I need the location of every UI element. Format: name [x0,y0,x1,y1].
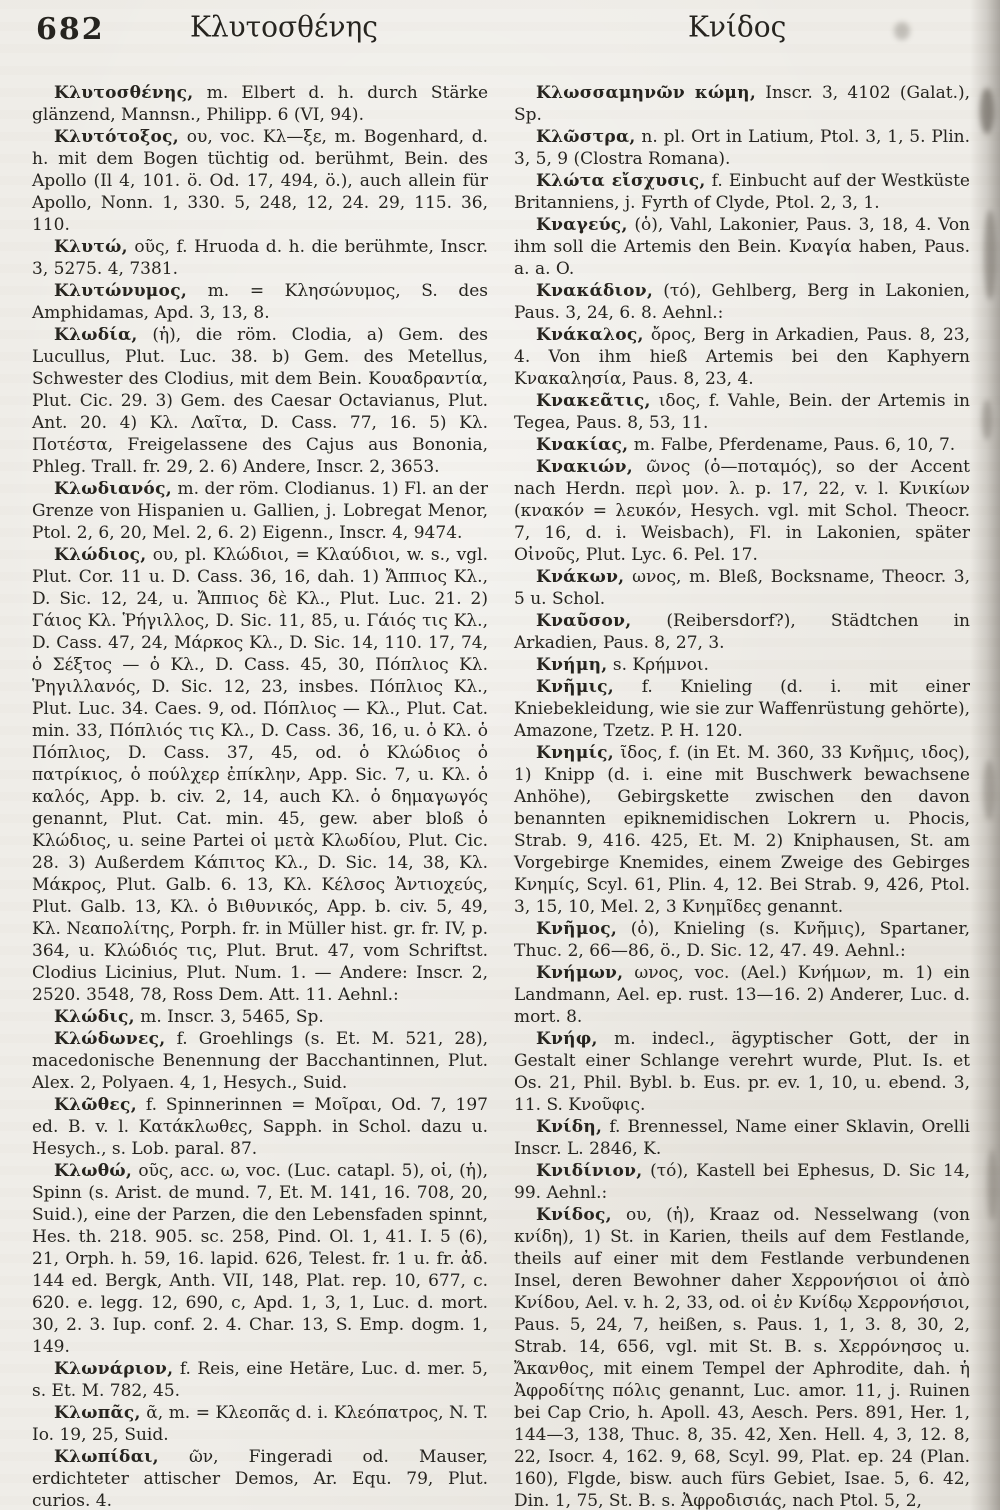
entry-headword: Κλωπᾶς, [54,1403,141,1423]
dictionary-entry [32,478,488,544]
entry-headword: Κναῦσον, [536,611,632,631]
dictionary-entry [514,214,970,280]
entry-headword: Κνιδίνιον, [536,1161,643,1181]
running-head-left: Κλυτοσθένης [190,9,378,44]
entry-body: m. der röm. Clodianus. 1) Fl. an der Grenze von Hispanien u. Gallien, j. Lobregat Menor, Ptol. 2, 6, 20, Mel. 2, 6. 2) Eigenn., Inscr. 4, 9474. [32,479,489,543]
dictionary-entry [32,324,488,478]
dictionary-entry [514,566,970,610]
entry-body: Inscr. 3, 4102 (Galat.), Sp. [514,83,971,125]
entry-headword: Κνίδη, [536,1117,603,1137]
entry-headword: Κνάκαλος, [536,325,644,345]
right-column [514,82,970,1510]
entry-headword: Κλωπίδαι, [54,1447,159,1467]
dictionary-entry [32,82,488,126]
dictionary-entry [514,324,970,390]
dictionary-entry [514,434,970,456]
entry-body: (Reibersdorf?), Städtchen in Arkadien, Paus. 8, 27, 3. [514,611,970,653]
entry-headword: Κλωδιανός, [54,479,172,499]
entry-headword: Κλυτώνυμος, [54,281,188,301]
dictionary-entry [514,1116,970,1160]
entry-body: ωνος, m. Bleß, Bocksname, Theocr. 3, 5 u. Schol. [514,567,971,609]
entry-body: (ὁ), Knieling (s. Κνῆμις), Spartaner, Thuc. 2, 66—86, ö., D. Sic. 12, 47. 49. Aehnl.: [514,919,970,961]
dictionary-entry [32,544,488,1006]
entry-body: οῦς, f. Hruoda d. h. die berühmte, Inscr. 3, 5275. 4, 7381. [32,237,488,279]
dictionary-entry [32,1358,488,1402]
entry-headword: Κνακιών, [536,457,633,477]
entry-body: ῶν, Fingeradi od. Mauser, erdichteter attischer Demos, Ar. Equ. 79, Plut. curios. 4. [32,1447,488,1510]
entry-headword: Κλυτότοξος, [54,127,180,147]
entry-headword: Κλωθώ, [54,1161,133,1181]
left-column [32,82,488,1510]
entry-headword: Κνίδος, [536,1205,612,1225]
entry-headword: Κλώτα εἴσχυσις, [536,171,706,191]
entry-body: (ἡ), die röm. Clodia, a) Gem. des Lucullus, Plut. Luc. 38. b) Gem. des Metellus, Schwester des Clodius, mit dem Bein. Κουαδραντία, Plut. Cic. 29. 3) Gem. des Caesar Octavianus, Plut. Ant. 20. 4) Κλ. Λαῖτα, D. Cass. 77, 16. 5) Κλ. Ποτέστα, Freigelassene des Cajus aus Bononia, Phleg. Trall. fr. 29, 2. 6) Andere, Inscr. 2, 3653. [32,325,488,477]
entry-body: ου, (ἡ), Kraaz od. Nesselwang (von κνίδη), 1) St. in Karien, theils auf dem Festlande, theils auf einer mit dem Festlande verbundenen Insel, deren Bewohner daher Χερρονήσιοι οἱ ἀπὸ Κνίδου, Ael. v. h. 2, 33, od. οἱ ἐν Κνίδῳ Χερρονήσιοι, Paus. 5, 24, 7, heißen, s. Paus. 1, 1, 3. 8, 30, 2, Strab. 14, 656, vgl. mit St. B. s. Χερρόνησος u. Ἄκανθος, mit einem Tempel der Aphrodite, dah. ἡ Ἀφροδίτης πόλις genannt, Luc. amor. 11, j. Ruinen bei Cap Crio, h. Apoll. 43, Aesch. Pers. 891, Her. 1, 144—3, 138, Thuc. 8, 35. 42, Xen. Hell. 4, 3, 12. 8, 22, Isocr. 4, 162. 9, 68, Scyl. 99, Plat. ep. 24 (Plan. 160), Flgde, bisw. auch fürs Gebiet, Isae. 5, 6. 42, Din. 1, 75, St. B. s. Ἀφροδισιάς, nach Ptol. 5, 2, [514,1205,970,1510]
entry-body: (τό), Gehlberg, Berg in Lakonien, Paus. 3, 24, 6. 8. Aehnl.: [514,281,971,323]
entry-headword: Κλῶθες, [54,1095,137,1115]
entry-body: m. Elbert d. h. durch Stärke glänzend, Mannsn., Philipp. 6 (VI, 94). [32,83,489,125]
dictionary-entry [514,82,970,126]
entry-headword: Κλώδωνες, [54,1029,166,1049]
dictionary-entry [32,1028,488,1094]
page-header [0,0,1000,66]
dictionary-entry [514,280,970,324]
entry-headword: Κλυτώ, [54,237,128,257]
dictionary-entry [514,456,970,566]
entry-body: (τό), Kastell bei Ephesus, D. Sic 14, 99. Aehnl.: [514,1161,970,1203]
running-head-right: Κνίδος [688,9,787,44]
dictionary-entry [514,390,970,434]
entry-headword: Κλωδία, [54,325,138,345]
entry-headword: Κνήφ, [536,1029,598,1049]
dictionary-entry [514,676,970,742]
dictionary-entry [32,1160,488,1358]
entry-body: ὄρος, Berg in Arkadien, Paus. 8, 23, 4. Von ihm hieß Artemis bei den Kaphyern Κνακαλησία, Paus. 8, 23, 4. [514,325,971,389]
dictionary-entry [32,1446,488,1510]
entry-body: f. Knieling (d. i. mit einer Kniebekleidung, wie sie zur Waffenrüstung gehörte), Amazone, Tzetz. P. H. 120. [514,677,970,741]
entry-body: ᾶ, m. = Κλεοπᾶς d. i. Κλεόπατρος, N. T. Io. 19, 25, Suid. [32,1403,488,1445]
entry-body: ου, voc. Κλ—ξε, m. Bogenhard, d. h. mit dem Bogen tüchtig od. berühmt, Bein. des Apollo (Il 4, 101. ö. Od. 17, 494, ö.), auch allein für Apollo, Nonn. 1, 330. 5, 248, 12, 24. 29, 115. 36, 110. [32,127,489,235]
entry-headword: Κνακεᾶτις, [536,391,651,411]
entry-headword: Κναγεύς, [536,215,628,235]
dictionary-entry [32,1094,488,1160]
dictionary-entry [32,280,488,324]
entry-headword: Κνῆμος, [536,919,618,939]
entry-body: n. pl. Ort in Latium, Ptol. 3, 1, 5. Plin. 3, 5, 9 (Clostra Romana). [514,127,970,169]
dictionary-entry [514,1028,970,1116]
dictionary-entry [514,962,970,1028]
entry-body: ῖδος, f. (in Et. M. 360, 33 Κνῆμις, ιδος), 1) Knipp (d. i. eine mit Buschwerk bewachsene Anhöhe), Gebirgskette zwischen den davon benannten epiknemidischen Lokrern u. Phocis, Strab. 9, 416. 425, Et. M. 2) Kniphausen, St. am Vorgebirge Knemides, einem Zweige des Gebirges Κνημίς, Scyl. 61, Plin. 4, 12. Bei Strab. 9, 426, Ptol. 3, 15, 10, Mel. 2, 3 Κνημῖδες genannt. [514,743,970,917]
entry-headword: Κλωσσαμηνῶν κώμη, [536,83,757,103]
dictionary-entry [514,170,970,214]
entry-headword: Κνάκων, [536,567,625,587]
dictionary-entry [514,610,970,654]
entry-body: m. indecl., ägyptischer Gott, der in Gestalt einer Schlange verehrt wurde, Plut. Is. et Os. 21, Phil. Bybl. b. Eus. pr. ev. 1, 10, u. ebend. 3, 11. S. Κνοῦφις. [514,1029,970,1115]
entry-body: m. = Κλησώνυμος, S. des Amphidamas, Apd. 3, 13, 8. [32,281,489,323]
entry-body: ου, pl. Κλώδιοι, = Κλαύδιοι, w. s., vgl. Plut. Cor. 11 u. D. Cass. 36, 16, dah. 1) Ἄππιος Κλ., D. Sic. 12, 24, u. Ἄππιος δὲ Κλ., Plut. Luc. 21. 2) Γάιος Κλ. Ῥήγιλλος, D. Sic. 11, 85, u. Γάιός τις Κλ., D. Cass. 47, 24, Μάρκος Κλ., D. Sic. 14, 110. 17, 74, ὁ Σέξτος — ὁ Κλ., D. Cass. 45, 30, Πόπλιος Κλ. Ῥηγιλλανός, D. Sic. 12, 23, insbes. Πόπλιος Κλ., Plut. Luc. 34. Caes. 9, od. Πόπλιος — Κλ., Plut. Cat. min. 33, Πόπλιός τις Κλ., D. Cass. 36, 16, u. ὁ Κλ. ὁ Πόπλιος, D. Cass. 37, 45, od. ὁ Κλώδιος ὁ πατρίκιος, ὁ πούλχερ ἐπίκλην, App. Sic. 7, u. Κλ. ὁ καλός, App. b. civ. 2, 14, auch Κλ. ὁ δημαγωγός genannt, Plut. Cat. min. 45, gew. aber bloß ὁ Κλώδιος, u. seine Partei οἱ μετὰ Κλωδίου, Plut. Cic. 28. 3) Außerdem Κάπιτος Κλ., D. Sic. 14, 38, Κλ. Μάκρος, Plut. Galb. 6. 13, Κλ. Κέλσος Ἀντιοχεύς, Plut. Galb. 13, Κλ. ὁ Βιθυνικός, App. b. civ. 5, 49, Κλ. Νεαπολίτης, Porph. fr. in Müller hist. gr. fr. IV, p. 364, u. Κλώδιός τις, Plut. Brut. 47, vom Schriftst. Clodius Licinius, Plut. Num. 1. — Andere: Inscr. 2, 2520. 3548, 78, Ross Dem. Att. 11. Aehnl.: [32,545,488,1005]
text-columns [0,66,1000,1510]
entry-body: f. Spinnerinnen = Μοῖραι, Od. 7, 197 ed. B. v. l. Κατάκλωθες, Sapph. in Schol. dazu u. Hesych., s. Lob. paral. 87. [32,1095,488,1159]
dictionary-entry [32,236,488,280]
dictionary-entry [514,1204,970,1510]
entry-headword: Κλωνάριον, [54,1359,174,1379]
entry-body: m. Falbe, Pferdename, Paus. 6, 10, 7. [633,435,956,455]
entry-headword: Κλώδις, [54,1007,135,1027]
entry-body: f. Einbucht auf der Westküste Britanniens, j. Fyrth of Clyde, Ptol. 2, 3, 1. [514,171,970,213]
entry-body: οῦς, acc. ω, voc. (Luc. catapl. 5), οἱ, (ἡ), Spinn (s. Arist. de mund. 7, Et. M. 141, 16. 708, 20, Suid.), eine der Parzen, die den Lebensfaden spinnt, Hes. th. 218. 905. sc. 258, Pind. Ol. 1, 41. I. 5 (6), 21, Orph. h. 59, 16. lapid. 626, Telest. fr. 1 u. fr. ἀδ. 144 ed. Bergk, Anth. VII, 148, Plat. rep. 10, 677, c. 620. e. legg. 12, 690, c, Apd. 1, 3, 1, Luc. d. mort. 30, 2. 3. Iup. conf. 2. 4. Char. 13, S. Emp. dogm. 1, 149. [32,1161,488,1357]
dictionary-entry [514,1160,970,1204]
dictionary-entry [514,742,970,918]
entry-body: m. Inscr. 3, 5465, Sp. [140,1007,324,1027]
dictionary-entry [32,1006,488,1028]
entry-headword: Κλυτοσθένης, [54,83,194,103]
entry-body: (ὁ), Vahl, Lakonier, Paus. 3, 18, 4. Von ihm soll die Artemis den Bein. Κναγία haben, Paus. a. a. O. [514,215,971,279]
entry-body: s. Κρήμνοι. [612,655,709,675]
dictionary-entry [514,654,970,676]
entry-body: ῶνος (ὁ—ποταμός), so der Accent nach Herdn. περὶ μον. λ. p. 17, 22, v. l. Κνικίων (κνακόν = λευκόν, Hesych. vgl. mit Schol. Theocr. 7, 16, d. i. Weisbach), Fl. in Lakonien, später Οἰνοῦς, Plut. Lyc. 6. Pel. 17. [514,457,970,565]
dictionary-entry [514,126,970,170]
entry-headword: Κλῶστρα, [536,127,636,147]
entry-body: ωνος, voc. (Ael.) Κνήμων, m. 1) ein Landmann, Ael. ep. rust. 13—16. 2) Anderer, Luc. d. mort. 8. [514,963,970,1027]
entry-headword: Κνημίς, [536,743,614,763]
entry-headword: Κνακάδιον, [536,281,654,301]
dictionary-entry [514,918,970,962]
entry-headword: Κνήμη, [536,655,608,675]
entry-headword: Κνακίας, [536,435,629,455]
entry-body: f. Groehlings (s. Et. M. 521, 28), macedonische Benennung der Bacchantinnen, Plut. Alex. 2, Polyaen. 4, 1, Hesych., Suid. [32,1029,488,1093]
entry-body: f. Reis, eine Hetäre, Luc. d. mer. 5, s. Et. M. 782, 45. [32,1359,488,1401]
entry-headword: Κνῆμις, [536,677,614,697]
entry-body: ιδος, f. Vahle, Bein. der Artemis in Tegea, Paus. 8, 53, 11. [514,391,971,433]
page-number: 682 [36,12,105,47]
dictionary-entry [32,1402,488,1446]
dictionary-entry [32,126,488,236]
entry-headword: Κλώδιος, [54,545,147,565]
entry-headword: Κνήμων, [536,963,624,983]
entry-body: f. Brennessel, Name einer Sklavin, Orelli Inscr. L. 2846, K. [514,1117,970,1159]
